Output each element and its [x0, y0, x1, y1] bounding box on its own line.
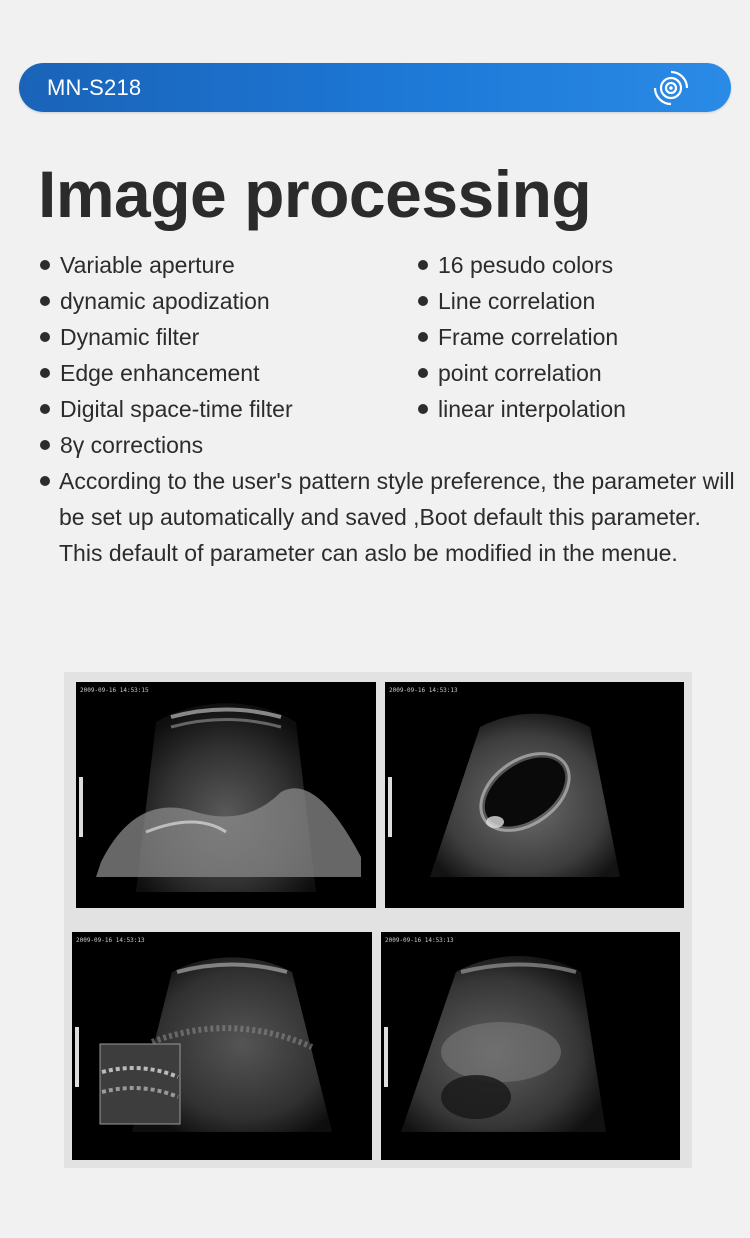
bullet-icon	[40, 332, 50, 342]
ultrasound-image	[385, 682, 684, 908]
bullet-icon	[40, 368, 50, 378]
feature-item: Dynamic filter	[38, 319, 408, 355]
feature-item: Frame correlation	[416, 319, 716, 355]
feature-column-right	[416, 247, 716, 427]
bullet-icon	[418, 296, 428, 306]
ultrasound-scan-4	[381, 932, 680, 1160]
page-title: Image processing	[38, 157, 592, 231]
bullet-icon	[418, 260, 428, 270]
model-name: MN-S218	[47, 75, 142, 100]
feature-item: 16 pesudo colors	[416, 247, 716, 283]
ultrasound-image	[76, 682, 376, 908]
bullet-icon	[40, 296, 50, 306]
bullet-icon	[418, 404, 428, 414]
feature-item: linear interpolation	[416, 391, 716, 427]
bullet-icon	[418, 332, 428, 342]
bullet-icon	[40, 260, 50, 270]
ultrasound-image	[72, 932, 372, 1160]
ultrasound-scan-2	[385, 682, 684, 908]
bullet-icon	[40, 404, 50, 414]
bullet-icon	[40, 476, 50, 486]
description-paragraph: According to the user's pattern style preference, the parameter will be set up automatically and saved ,Boot default this parameter. This default of parameter can aslo be modified in the menue.	[38, 463, 739, 571]
feature-column-left	[38, 247, 408, 463]
feature-item: Variable aperture	[38, 247, 408, 283]
header-banner	[19, 63, 731, 112]
svg-text:2009-09-16 14:53:13: 2009-09-16 14:53:13	[385, 937, 454, 944]
svg-text:2009-09-16 14:53:13: 2009-09-16 14:53:13	[389, 687, 458, 694]
feature-item: dynamic apodization	[38, 283, 408, 319]
ultrasound-image-grid	[64, 672, 692, 1168]
feature-item: 8γ corrections	[38, 427, 408, 463]
bullet-icon	[418, 368, 428, 378]
ultrasound-scan-3	[72, 932, 372, 1160]
feature-item: Edge enhancement	[38, 355, 408, 391]
ultrasound-image	[381, 932, 680, 1160]
svg-text:2009-09-16 14:53:15: 2009-09-16 14:53:15	[80, 687, 149, 694]
feature-item: point correlation	[416, 355, 716, 391]
bullet-icon	[40, 440, 50, 450]
ultrasound-scan-1	[76, 682, 376, 908]
feature-item: Digital space-time filter	[38, 391, 408, 427]
svg-text:2009-09-16 14:53:13: 2009-09-16 14:53:13	[76, 937, 145, 944]
feature-item: Line correlation	[416, 283, 716, 319]
target-rings-icon	[653, 70, 689, 106]
